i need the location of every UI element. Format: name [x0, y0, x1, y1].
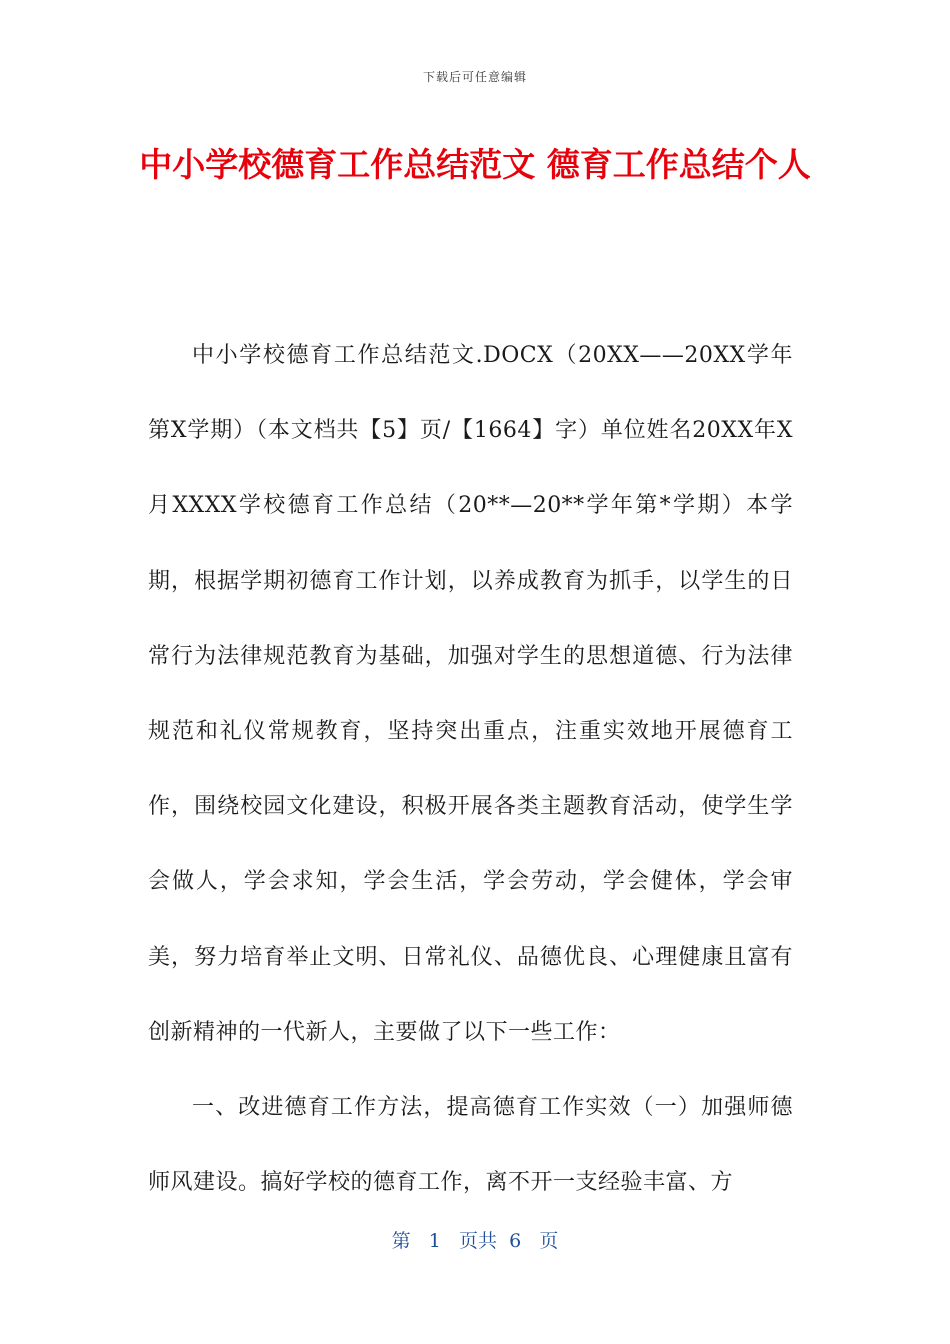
footer-page-number: 1 [428, 1230, 441, 1252]
paragraph-section-one: 一、改进德育工作方法，提高德育工作实效（一）加强师德师风建设。搞好学校的德育工作，离不开一支经验丰富、方 [148, 1095, 793, 1196]
footer-page-middle: 页共 [459, 1230, 498, 1252]
page-footer [0, 1226, 950, 1253]
footer-page-prefix: 第 [391, 1230, 411, 1252]
document-body [148, 318, 793, 1220]
footer-page-suffix: 页 [539, 1230, 559, 1252]
paragraph-intro: 中小学校德育工作总结范文.DOCX（20XX——20XX学年第X学期）（本文档共【5】页/【1664】字）单位姓名20XX年X月XXXX学校德育工作总结（20**—20**学年第*学期）本学期，根据学期初德育工作计划，以养成教育为抓手，以学生的日常行为法律规范教育为基础，加强对学生的思想道德、行为法律规范和礼仪常规教育，坚持突出重点，注重实效地开展德育工作，围绕校园文化建设，积极开展各类主题教育活动，使学生学会做人，学会求知，学会生活，学会劳动，学会健体，学会审美，努力培育举止文明、日常礼仪、品德优良、心理健康且富有创新精神的一代新人，主要做了以下一些工作： [148, 343, 793, 1045]
header-note: 下载后可任意编辑 [422, 70, 527, 84]
document-title: 中小学校德育工作总结范文 德育工作总结个人 [139, 145, 811, 184]
footer-total-pages: 6 [509, 1230, 522, 1252]
